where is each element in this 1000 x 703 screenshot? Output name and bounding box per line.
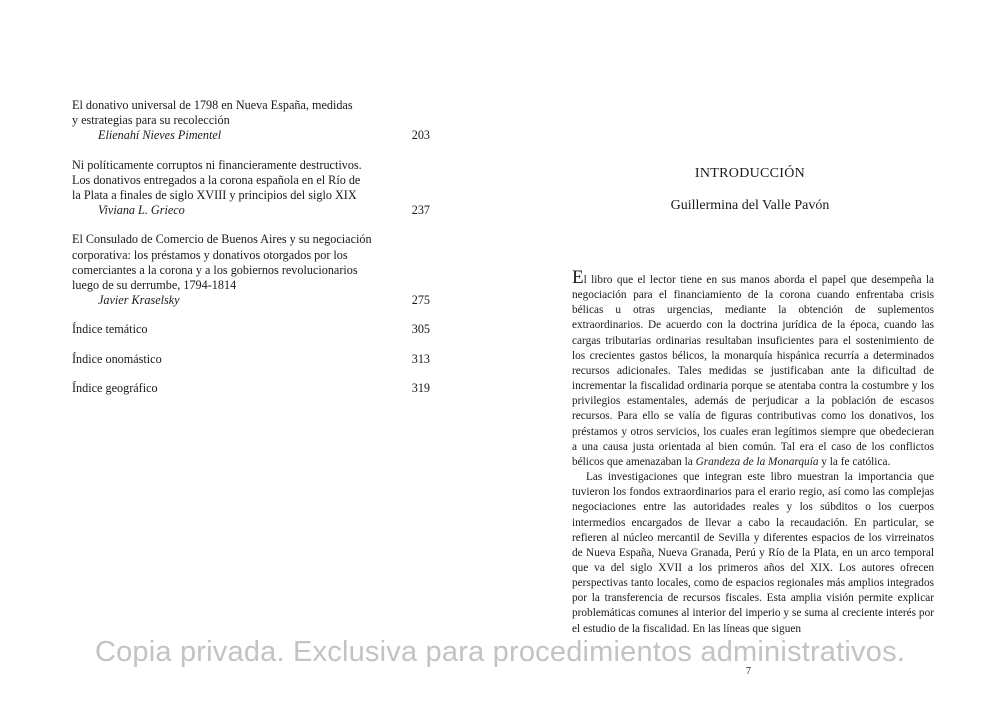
page-number: 7: [746, 666, 751, 677]
watermark: Copia privada. Exclusiva para procedimientos administrativos.: [94, 636, 906, 668]
toc-entry-title-line: El donativo universal de 1798 en Nueva España, medidas: [72, 98, 353, 112]
toc-entry-title-line: comerciantes a la corona y a los gobiernos revolucionarios: [72, 262, 358, 277]
toc-index-title: Índice temático: [72, 322, 148, 337]
toc-index-title: Índice onomástico: [72, 351, 162, 366]
toc-entry-title-line: corporativa: los préstamos y donativos otorgados por los: [72, 247, 348, 262]
drop-cap: E: [572, 267, 584, 288]
toc-index-geografico: [72, 381, 432, 396]
toc-index-onomastico: [72, 352, 432, 367]
toc-index-page: 319: [411, 380, 430, 395]
chapter-title: INTRODUCCIÓN: [694, 166, 806, 181]
toc-index-tematico: [72, 322, 432, 337]
toc-entry-author: Viviana L. Grieco: [98, 203, 185, 218]
toc-index-title: Índice geográfico: [72, 380, 158, 395]
toc-entry-title-line: luego de su derrumbe, 1794-1814: [72, 278, 237, 293]
toc-entry-title-line: Los donativos entregados a la corona española en el Río de: [72, 172, 361, 187]
paragraph-text: l libro que el lector tiene en sus manos aborda el papel que desempeña la negociación para el financiamiento de la corona cuando enfrentaba crisis bélicas u otras urgencias, mediante la obtención de suplementos extraordinarios. De acuerdo con la doctrina jurídica de la época, cuando las cargas tributarias ordinarias resultaban insuficientes para el sostenimiento de los crecientes gastos bélicos, la monarquía hispánica recurría a determinados recursos adicionales. Tales medidas se justificaban ante la dificultad de incrementar la fiscalidad ordinaria porque se atentaba contra la costumbre y los privilegios estamentales, además de perjudicar a la población de escasos recursos. Para ello se valía de figuras contributivas como los donativos, los préstamos y otros servicios, los cuales eran legítimos siempre que obedecieran a una causa justa orientada al bien común. Tal era el caso de los conflictos bélicos que amenazaban la: [572, 274, 934, 468]
paragraph: Las investigaciones que integran este libro muestran la importancia que tuvieron los fondos extraordinarios para el erario regio, así como las complejas negociaciones entre las autoridades reales y los súbditos o los cuerpos intermedios encargados de llevar a cabo la recaudación. En particular, se refieren al núcleo mercantil de Sevilla y diferentes espacios de los virreinatos de Nueva España, Nueva Granada, Perú y Río de la Plata, en un arco temporal que va del siglo XVII a los primeros años del XIX. Los autores ofrecen perspectivas tanto locales, como de espacios regionales más amplios integrados por la transferencia de recursos fiscales. Esta amplia visión permite explicar problemáticas comunes al interior del imperio y se suma al creciente interés por el estudio de la fiscalidad. En las líneas que siguen: [572, 471, 934, 635]
toc-entry-author: Javier Kraselsky: [98, 293, 180, 308]
italic-phrase: Grandeza de la Monarquía: [695, 455, 819, 468]
toc-entry: [72, 158, 432, 219]
toc-entry-title-line: la Plata a finales de siglo XVIII y principios del siglo XIX: [72, 188, 357, 203]
toc-entry-author: Elienahí Nieves Pimentel: [98, 128, 222, 143]
right-page: [500, 0, 1000, 703]
toc-entry-page: 237: [411, 203, 430, 218]
paragraph: [572, 267, 934, 470]
chapter-author: Guillermina del Valle Pavón: [670, 198, 830, 213]
toc-entry-title-line: El Consulado de Comercio de Buenos Aires y su negociación: [72, 232, 372, 247]
table-of-contents: [72, 98, 432, 410]
toc-entry: [72, 232, 432, 308]
toc-entry-title-line: Ni políticamente corruptos ni financieramente destructivos.: [72, 157, 362, 172]
toc-entry-page: 275: [411, 293, 430, 308]
paragraph-text: y la fe católica.: [818, 455, 891, 468]
toc-entry-page: 203: [411, 128, 430, 143]
toc-index-page: 313: [411, 351, 430, 366]
toc-entry: [72, 98, 432, 144]
toc-entry-title-line: y estrategias para su recolección: [72, 113, 230, 128]
toc-index-page: 305: [411, 322, 430, 337]
body-text: [572, 267, 934, 637]
